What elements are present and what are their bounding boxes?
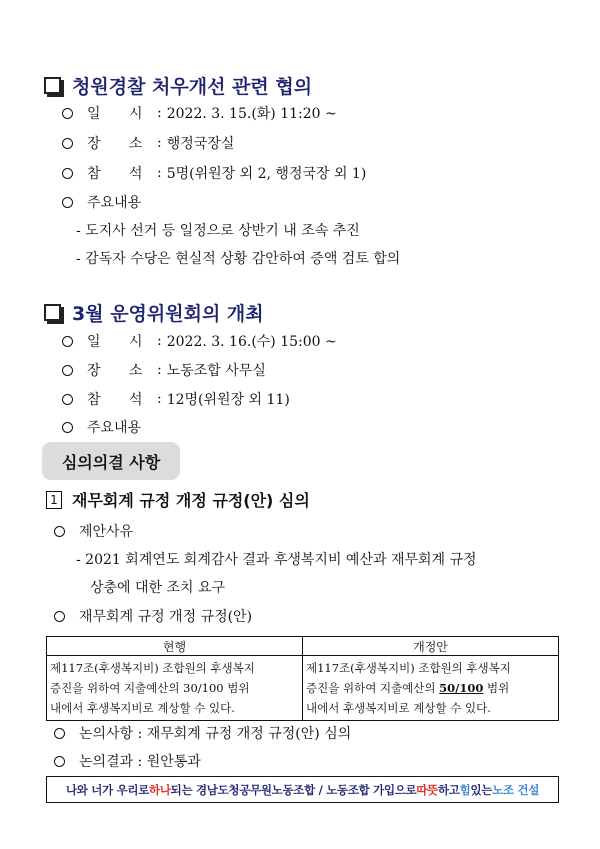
label-char: 일 [87, 334, 101, 350]
table-header-row [47, 637, 559, 656]
label-char: 참 [87, 392, 101, 408]
cell-line [306, 678, 555, 698]
cell-line: 증진을 위하여 지출예산의 30/100 범위 [50, 681, 250, 695]
cell-line: 내에서 후생복지비로 계상할 수 있다. [306, 701, 491, 715]
deliberation-badge [42, 442, 180, 480]
header-revised: 개정안 [303, 637, 559, 656]
label-char: 소 [129, 363, 143, 379]
colon: : [157, 165, 162, 181]
date-value: 2022. 3. 15.(화) 11:20 ~ [166, 106, 337, 122]
circle-bullet-icon [54, 611, 65, 622]
badge-text: 심의의결 사항 [61, 452, 161, 472]
section-title-steering-committee [44, 299, 264, 326]
contents-label: 주요내용 [87, 420, 142, 436]
label-char: 장 [87, 363, 101, 379]
item-reason [54, 521, 133, 541]
agenda-number-box: 1 [46, 491, 62, 509]
slogan-part: 나와 너가 우리로 [65, 782, 150, 797]
item-place [62, 133, 234, 153]
section-title-text: 3월 운영위원회의 개최 [72, 303, 264, 325]
section-title-text: 청원경찰 처우개선 관련 협의 [72, 76, 313, 98]
circle-bullet-icon [54, 526, 65, 537]
item-date [62, 103, 337, 123]
circle-bullet-icon [62, 365, 73, 376]
emphasized-ratio: 50/100 [439, 681, 484, 695]
item-discussion [54, 723, 351, 743]
result-text: 논의결과 : 원안통과 [79, 754, 201, 770]
colon: : [157, 333, 162, 349]
date-value: 2022. 3. 16.(수) 15:00 ~ [166, 334, 337, 350]
item-contents [62, 417, 141, 437]
circle-bullet-icon [62, 168, 73, 179]
cell-current [47, 656, 303, 721]
circle-bullet-icon [62, 422, 73, 433]
discussion-text: 논의사항 : 재무회계 규정 개정 규정(안) 심의 [79, 726, 352, 742]
label-char: 장 [87, 136, 101, 152]
cell-text: 증진을 위하여 지출예산의 [306, 681, 440, 695]
attendees-value: 12명(위원장 외 11) [166, 392, 290, 408]
label-char: 소 [129, 136, 143, 152]
cell-revised [303, 656, 559, 721]
circle-bullet-icon [62, 394, 73, 405]
label-char: 시 [129, 106, 143, 122]
place-value: 노동조합 사무실 [166, 363, 266, 379]
label-char: 일 [87, 106, 101, 122]
item-place [62, 360, 266, 380]
colon: : [157, 135, 162, 151]
content-item [76, 248, 400, 268]
slogan-banner [46, 776, 559, 803]
cell-text: 범위 [483, 681, 510, 695]
place-value: 행정국장실 [166, 136, 235, 152]
label-char: 석 [129, 392, 143, 408]
header-current: 현행 [47, 637, 303, 656]
agenda-title-text: 재무회계 규정 개정 규정(안) 심의 [72, 491, 310, 510]
colon: : [157, 105, 162, 121]
circle-bullet-icon [62, 197, 73, 208]
contents-label: 주요내용 [87, 195, 142, 211]
slogan-highlight-blue: 노조 건설 [492, 782, 540, 797]
item-contents [62, 192, 141, 212]
item-attendees [62, 389, 290, 409]
reason-label: 제안사유 [79, 524, 134, 540]
cell-line: 제117조(후생복지비) 조합원의 후생복지 [50, 661, 255, 675]
square-bullet-icon [44, 77, 61, 94]
table-row [47, 656, 559, 721]
amendment-label: 재무회계 규정 개정 규정(안) [79, 609, 253, 625]
item-result [54, 751, 201, 771]
slogan-part: 되는 경남도청공무원노동조합 / 노동조합 가입으로 [170, 782, 417, 797]
comparison-table [46, 636, 559, 721]
attendees-value: 5명(위원장 외 2, 행정국장 외 1) [166, 166, 367, 182]
label-char: 시 [129, 334, 143, 350]
circle-bullet-icon [62, 138, 73, 149]
slogan-highlight-red: 하나 [149, 782, 171, 797]
section-title-petition-police [44, 72, 312, 99]
colon: : [157, 391, 162, 407]
content-item-text: - 도지사 선거 등 일정으로 상반기 내 조속 추진 [76, 223, 360, 239]
circle-bullet-icon [54, 756, 65, 767]
label-char: 석 [129, 166, 143, 182]
circle-bullet-icon [62, 108, 73, 119]
reason-line [90, 577, 225, 597]
agenda-title [46, 488, 310, 511]
colon: : [157, 362, 162, 378]
content-item [76, 220, 360, 240]
item-attendees [62, 163, 366, 183]
slogan-part: 있는 [470, 782, 493, 797]
slogan-highlight-red: 따뜻 [416, 782, 438, 797]
square-bullet-icon [44, 304, 61, 321]
circle-bullet-icon [54, 728, 65, 739]
circle-bullet-icon [62, 336, 73, 347]
slogan-highlight-blue: 힘 [459, 782, 471, 797]
item-amendment [54, 606, 252, 626]
slogan-part: 하고 [438, 782, 460, 797]
reason-text: 상충에 대한 조치 요구 [90, 580, 226, 596]
reason-line [76, 549, 477, 569]
label-char: 참 [87, 166, 101, 182]
reason-text: - 2021 회계연도 회계감사 결과 후생복지비 예산과 재무회계 규정 [76, 552, 477, 568]
cell-line: 제117조(후생복지비) 조합원의 후생복지 [306, 661, 511, 675]
cell-line: 내에서 후생복지비로 계상할 수 있다. [50, 701, 235, 715]
item-date [62, 331, 337, 351]
content-item-text: - 감독자 수당은 현실적 상황 감안하여 증액 검토 합의 [76, 251, 401, 267]
